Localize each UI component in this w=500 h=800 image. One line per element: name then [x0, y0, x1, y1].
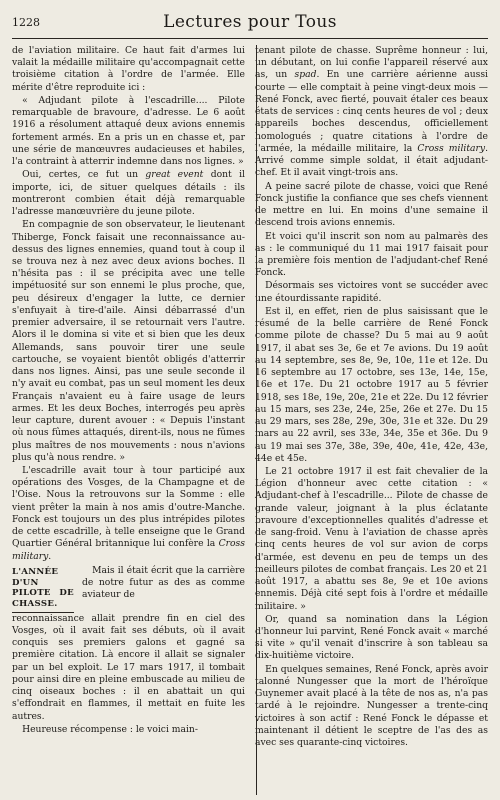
right-column — [255, 45, 488, 795]
paragraph: Est il, en effet, rien de plus saisissant que le résumé de la belle carrière de René Fonck comme pilote de chasse? Du 5 mai au 9 août 1917, il abat ses 3e, 6e et 7e avions. Du 19 août au 14 septembre, ses 8e, 9e, 10e, 11e et 12e. Du 16 septembre au 17 octobre, ses 13e, 14e, 15e, 16e et 17e. Du 21 octobre 1917 au 5 février 1918, ses 18e, 19e, 20e, 21e et 22e. Du 12 février au 15 mars, ses 23e, 24e, 25e, 26e et 27e. Du 15 au 29 mars, ses 28e, 29e, 30e, 31e et 32e. Du 29 mars au 22 avril, ses 33e, 34e, 35e et 36e. Du 9 au 19 mai ses 37e, 38e, 39e, 40e, 41e, 42e, 43e, 44e et 45e. — [255, 305, 488, 464]
section-heading: L'ANNÉE D'UN PILOTE DE CHASSE. — [12, 567, 74, 613]
running-title: Lectures pour Tous — [163, 12, 337, 32]
paragraph: Heureuse récompense : le voici main- — [22, 723, 198, 735]
paragraph: Mais il était écrit que la carrière de notre futur as des as comme aviateur de — [82, 564, 245, 601]
paragraph: Le 21 octobre 1917 il est fait chevalier de la Légion d'honneur avec cette citation : « Adjudant-chef à l'escadrille... Pilote de chasse de grande valeur, joignant à la plus éclatante bravoure d'exceptionnelles qualités d'adresse et de sang-froid. Venu à l'aviation de chasse après cinq cents heures de vol sur avion de corps d'armée, est devenu en peu de temps un des meilleurs pilotes de combat français. Les 20 et 21 août 1917, a abattu ses 8e, 9e et 10e avions ennemis. Déjà cité sept fois à l'ordre et médaille militaire. » — [255, 465, 488, 612]
paragraph: Désormais ses victoires vont se succéder avec une étourdissante rapidité. — [255, 280, 488, 304]
paragraph: reconnaissance allait prendre fin en ciel des Vosges, où il avait fait ses débuts, où il avait conquis ses premiers galons et gagné sa première citation. Là encore il allait se signaler par un bel exploit. Le 17 mars 1917, il tombait pour ainsi dire en pleine embuscade au milieu de cinq oiseaux boches : il en abattait un qui s'effondrait en flammes, il mettait en fuite les autres. — [12, 612, 245, 722]
left-column — [12, 45, 245, 795]
section-block — [12, 565, 245, 613]
page-number: 1228 — [12, 16, 40, 29]
paragraph: A peine sacré pilote de chasse, voici que René Fonck justifie la confiance que ses chefs viennent de mettre en lui. En moins d'une semaine il descend trois avions ennemis. — [255, 180, 488, 229]
paragraph: L'escadrille avait tour à tour participé aux opérations des Vosges, de la Champagne et de l'Oise. Nous la retrouvons sur la Somme : elle vient prêter la main à nos amis d'outre-Manche. Fonck est toujours un des plus intrépides pilotes de cette escadrille, à telle enseigne que le Grand Quartier Général britannique lui confère la Cross military. — [12, 464, 245, 562]
column-divider — [256, 45, 257, 795]
citation-quote: « Adjudant pilote à l'escadrille.... Pilote remarquable de bravoure, d'adresse. Le 6 août 1916 a résolument attaqué deux avions ennemis fortement armés. En a pris un en chasse et, par une série de manœuvres audacieuses et habiles, l'a contraint à atterrir indemne dans nos lignes. » — [12, 94, 245, 168]
paragraph: En compagnie de son observateur, le lieutenant Thiberge, Fonck faisait une reconnaissance au-dessus des lignes ennemies, quand tout à coup il se trouva nez à nez avec deux avions boches. Il n'hésita pas : il se précipita avec une telle impétuosité sur son ennemi le plus proche, que, peu désireux d'engager la lutte, ce dernier s'enfuyait à tire-d'aile. Ainsi débarrassé d'un premier adversaire, il se retournait vers l'autre. Alors il le domina si vite et si bien que les deux Allemands, sans pouvoir tirer une seule cartouche, se voyaient bientôt obligés d'atterrir dans nos lignes. Ainsi, pas une seule seconde il n'y avait eu combat, pas un seul moment les deux Français n'avaient eu à faire usage de leurs armes. Et les deux Boches, interrogés peu après leur capture, durent avouer : « Depuis l'instant où nous fûmes attaqués, dirent-ils, nous ne fûmes plus maîtres de nos mouvements : nous n'avions plus qu'à nous rendre. » — [12, 219, 245, 463]
paragraph: de l'aviation militaire. Ce haut fait d'armes lui valait la médaille militaire qu'accompagnait cette troisième citation à l'ordre de l'armée. Elle mérite d'être reproduite ici : — [12, 45, 245, 93]
paragraph: En quelques semaines, René Fonck, après avoir talonné Nungesser que la mort de l'héroïque Guynemer avait placé à la tête de nos as, n'a pas tardé à le rejoindre. Nungesser a trente-cinq victoires à son actif : René Fonck le dépasse et maintenant il détient le sceptre de l'as des as avec ses quarante-cinq victoires. — [255, 663, 488, 749]
text-columns — [12, 45, 488, 795]
paragraph: Oui, certes, ce fut un great event dont il importe, ici, de situer quelques détails : ils montreront combien était déjà remarquable l'adresse manœuvrière du jeune pilote. — [12, 169, 245, 218]
page-header — [12, 10, 488, 39]
paragraph: tenant pilote de chasse. Suprême honneur : lui, un débutant, on lui confie l'appareil réservé aux as, un spad. En une carrière aérienne aussi courte — elle comptait à peine vingt-deux mois — René Fonck, avec fierté, pouvait étaler ces beaux états de services : cinq cents heures de vol ; deux appareils boches descendus, officiellement homologués ; quatre citations à l'ordre de l'armée, la médaille militaire, la Cross military. Arrivé comme simple soldat, il était adjudant-chef. Et il avait vingt-trois ans. — [255, 45, 488, 179]
paragraph: Et voici qu'il inscrit son nom au palmarès des as : le communiqué du 11 mai 1917 faisait pour la première fois mention de l'adjudant-chef René Fonck. — [255, 230, 488, 279]
paragraph: Or, quand sa nomination dans la Légion d'honneur lui parvint, René Fonck avait « marché si vite » qu'il venait d'inscrire à son tableau sa dix-huitième victoire. — [255, 613, 488, 662]
